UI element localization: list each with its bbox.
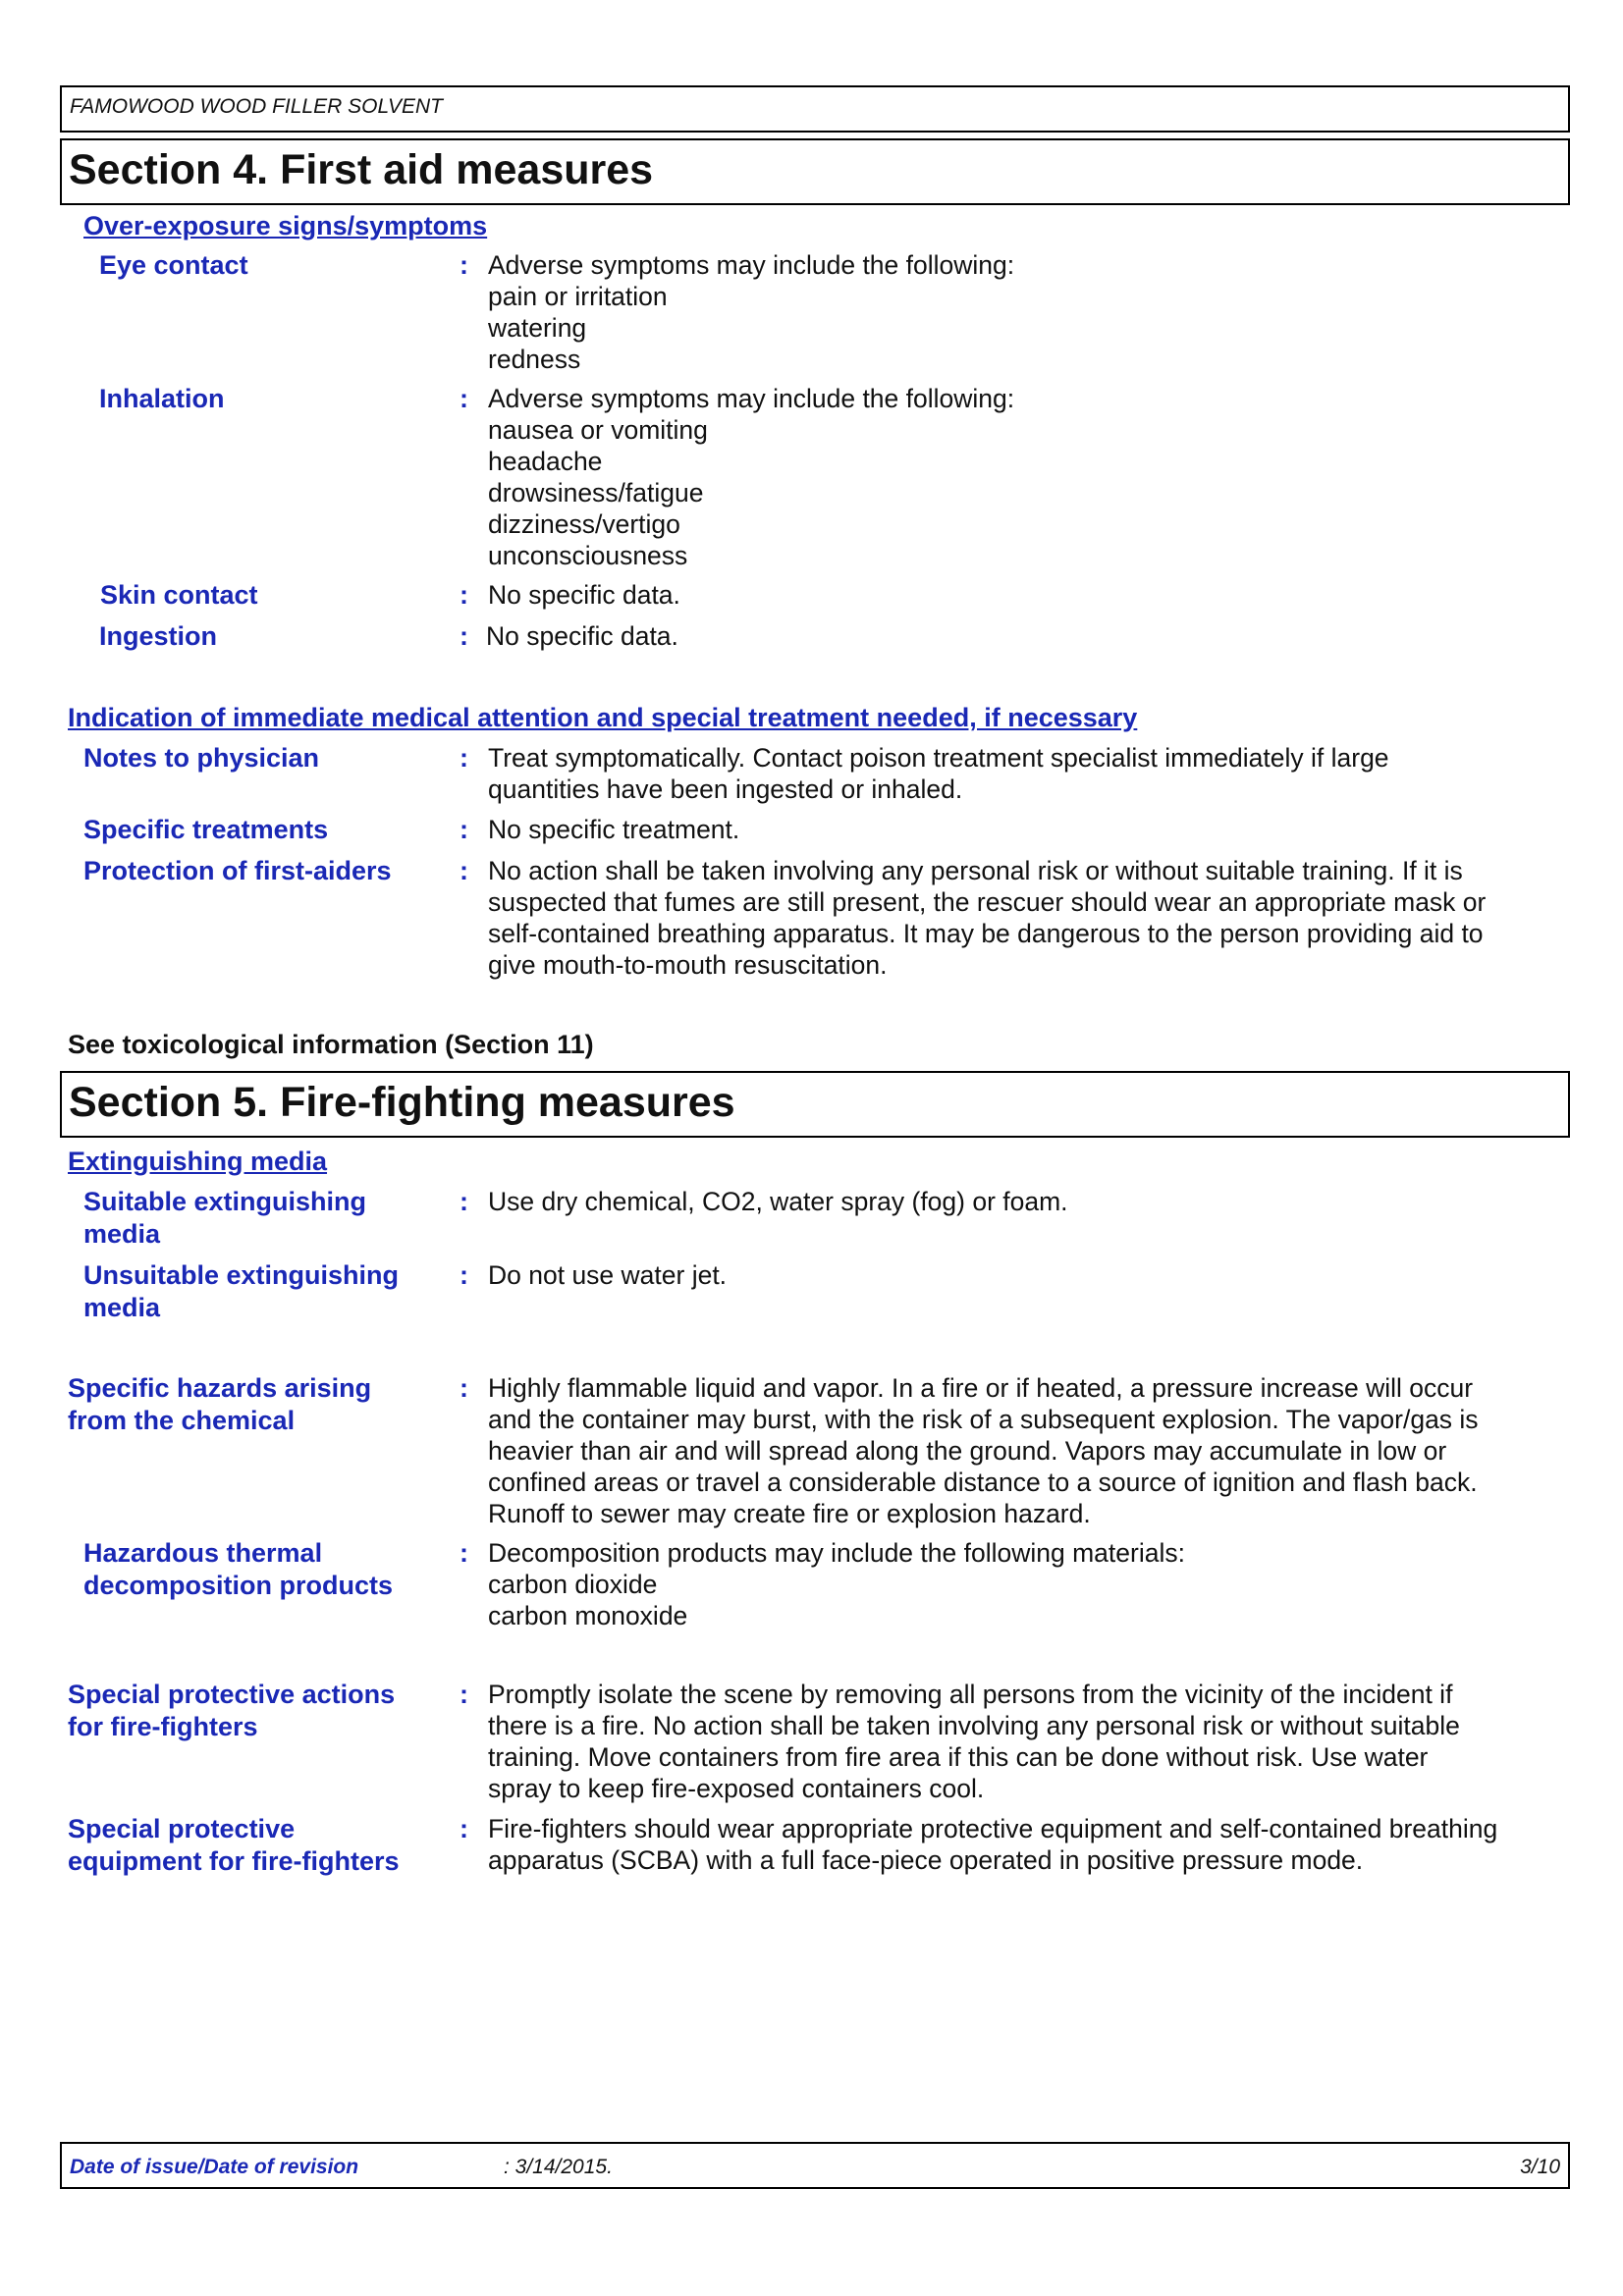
protective-equipment-label: Special protective equipment for fire-fighters xyxy=(68,1814,400,1876)
page-number: 3/10 xyxy=(1520,2156,1560,2178)
suitable-media-label: Suitable extinguishing media xyxy=(83,1187,367,1249)
specific-treatments-value: No specific treatment. xyxy=(488,815,740,844)
colon: : xyxy=(460,621,468,651)
colon: : xyxy=(460,250,468,280)
eye-contact-value: Adverse symptoms may include the following: pain or irritation watering redness xyxy=(488,250,1015,374)
eye-contact-label: Eye contact xyxy=(99,250,248,280)
colon: : xyxy=(460,384,468,413)
section-5-title: Section 5. Fire-fighting measures xyxy=(60,1071,1570,1138)
suitable-media-value: Use dry chemical, CO2, water spray (fog) or foam. xyxy=(488,1187,1068,1216)
date-label: Date of issue/Date of revision xyxy=(70,2156,359,2178)
colon: : xyxy=(460,743,468,773)
specific-hazards-label: Specific hazards arising from the chemical xyxy=(68,1373,372,1435)
inhalation-value: Adverse symptoms may include the following: nausea or vomiting headache drowsiness/fatigue dizziness/vertigo unconsciousness xyxy=(488,384,1015,570)
see-toxicological-note: See toxicological information (Section 11) xyxy=(68,1030,594,1059)
protective-actions-value: Promptly isolate the scene by removing all persons from the vicinity of the incident if there is a fire. No action shall be taken involving any personal risk or without suitable training. Move containers from fire area if this can be done without risk. Use water spray to keep fire-exposed containers cool. xyxy=(488,1680,1460,1803)
ingestion-value: No specific data. xyxy=(486,621,678,651)
protection-first-aiders-value: No action shall be taken involving any personal risk or without suitable training. If it is suspected that fumes are still present, the rescuer should wear an appropriate mask or self-contained breathing apparatus. It may be dangerous to the person providing aid to give mouth-to-mouth resuscitation. xyxy=(488,856,1487,980)
colon: : xyxy=(460,1680,468,1709)
notes-to-physician-label: Notes to physician xyxy=(83,743,320,773)
protection-first-aiders-label: Protection of first-aiders xyxy=(83,856,392,885)
skin-contact-value: No specific data. xyxy=(488,580,680,610)
colon: : xyxy=(460,1373,468,1403)
overexposure-heading: Over-exposure signs/symptoms xyxy=(83,211,488,240)
colon: : xyxy=(460,580,468,610)
colon: : xyxy=(460,1538,468,1568)
section-4-title: Section 4. First aid measures xyxy=(60,138,1570,205)
extinguishing-media-heading: Extinguishing media xyxy=(68,1147,328,1176)
specific-hazards-value: Highly flammable liquid and vapor. In a fire or if heated, a pressure increase will occur and the container may burst, with the risk of a subsequent explosion. The vapor/gas is heavier than air and will spread along the ground. Vapors may accumulate in low or confined areas or travel a considerable distance to a source of ignition and flash back. Runoff to sewer may create fire or explosion hazard. xyxy=(488,1373,1479,1528)
product-name: FAMOWOOD WOOD FILLER SOLVENT xyxy=(70,95,443,118)
colon: : xyxy=(460,856,468,885)
colon: : xyxy=(460,1260,468,1290)
inhalation-label: Inhalation xyxy=(99,384,225,413)
protective-equipment-value: Fire-fighters should wear appropriate protective equipment and self-contained breathing apparatus (SCBA) with a full face-piece operated in positive pressure mode. xyxy=(488,1814,1498,1875)
document-header xyxy=(60,85,1570,133)
thermal-decomposition-value: Decomposition products may include the following materials: carbon dioxide carbon monoxide xyxy=(488,1538,1185,1630)
notes-to-physician-value: Treat symptomatically. Contact poison treatment specialist immediately if large quantities have been ingested or inhaled. xyxy=(488,743,1389,804)
unsuitable-media-value: Do not use water jet. xyxy=(488,1260,728,1290)
skin-contact-label: Skin contact xyxy=(100,580,258,610)
date-value: : 3/14/2015. xyxy=(504,2156,613,2178)
unsuitable-media-label: Unsuitable extinguishing media xyxy=(83,1260,400,1322)
ingestion-label: Ingestion xyxy=(99,621,217,651)
thermal-decomposition-label: Hazardous thermal decomposition products xyxy=(83,1538,394,1600)
colon: : xyxy=(460,1814,468,1843)
colon: : xyxy=(460,815,468,844)
document-footer xyxy=(60,2142,1570,2189)
colon: : xyxy=(460,1187,468,1216)
immediate-attention-heading: Indication of immediate medical attention and special treatment needed, if necessary xyxy=(68,703,1138,732)
specific-treatments-label: Specific treatments xyxy=(83,815,329,844)
protective-actions-label: Special protective actions for fire-fighters xyxy=(68,1680,396,1741)
